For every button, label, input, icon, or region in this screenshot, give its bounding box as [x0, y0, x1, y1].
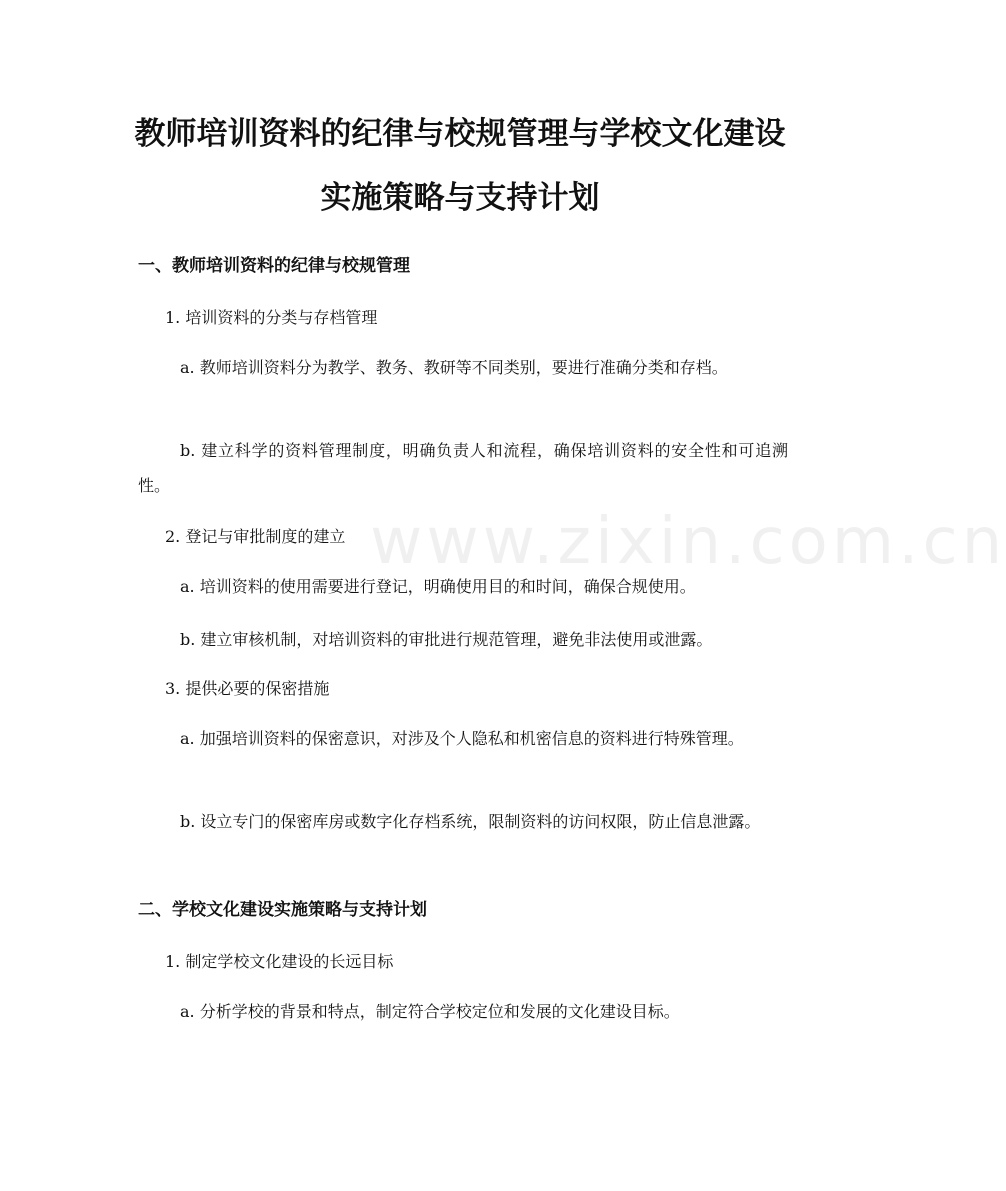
- item-title: 1. 制定学校文化建设的长远目标: [165, 952, 394, 971]
- item-title: 2. 登记与审批制度的建立: [165, 527, 346, 546]
- paragraph-point: a. 加强培训资料的保密意识，对涉及个人隐私和机密信息的资料进行特殊管理。: [180, 729, 744, 748]
- item-title: 1. 培训资料的分类与存档管理: [165, 308, 378, 327]
- paragraph-point: b. 建立科学的资料管理制度，明确负责人和流程，确保培训资料的安全性和可追溯性。: [138, 441, 788, 495]
- paragraph-point: a. 教师培训资料分为教学、教务、教研等不同类别，要进行准确分类和存档。: [180, 358, 728, 377]
- paragraph-point: b. 建立审核机制，对培训资料的审批进行规范管理，避免非法使用或泄露。: [180, 630, 713, 649]
- watermark: www.zixin.com.cn: [370, 505, 1006, 579]
- section-heading-1: 一、教师培训资料的纪律与校规管理: [138, 256, 410, 276]
- section-heading-2: 二、学校文化建设实施策略与支持计划: [138, 900, 427, 920]
- paragraph-point: a. 培训资料的使用需要进行登记，明确使用目的和时间，确保合规使用。: [180, 577, 696, 596]
- item-title: 3. 提供必要的保密措施: [165, 679, 330, 698]
- paragraph-point: b. 设立专门的保密库房或数字化存档系统，限制资料的访问权限，防止信息泄露。: [180, 812, 761, 831]
- paragraph-point: a. 分析学校的背景和特点，制定符合学校定位和发展的文化建设目标。: [180, 1002, 680, 1021]
- document-title: 教师培训资料的纪律与校规管理与学校文化建设实施策略与支持计划: [134, 116, 786, 216]
